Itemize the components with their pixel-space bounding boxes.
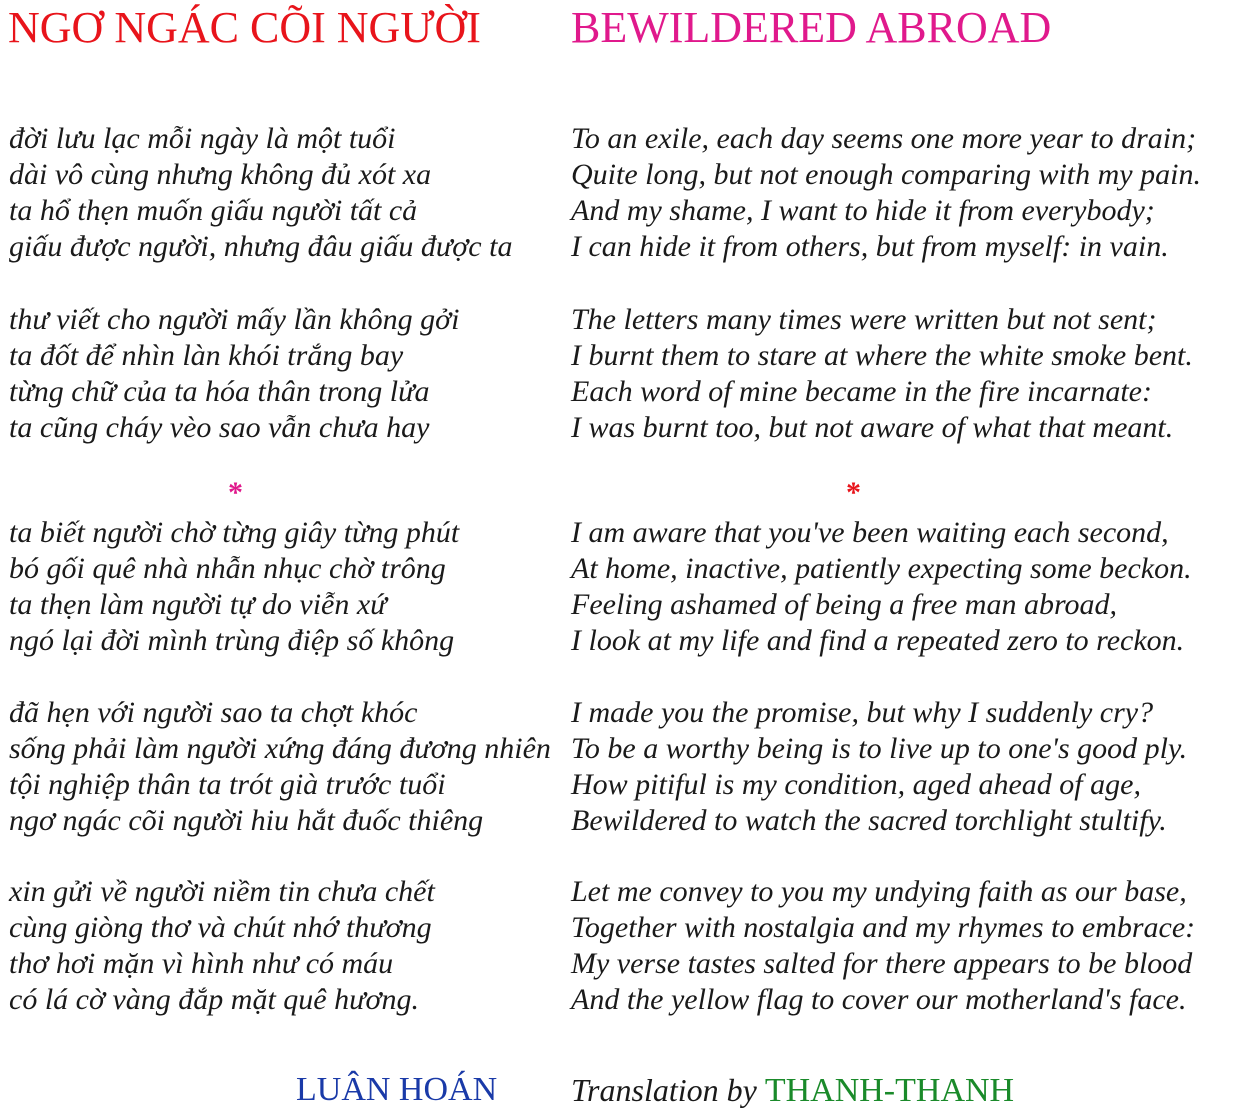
- poem-line: And my shame, I want to hide it from everybody;: [571, 194, 1155, 227]
- poem-line: cùng giòng thơ và chút nhớ thương: [9, 911, 432, 944]
- poem-line: thư viết cho người mấy lần không gởi: [9, 303, 460, 336]
- stanza-vi-5: [9, 874, 435, 1018]
- separator-asterisk-en: *: [846, 476, 861, 509]
- stanza-en-1: [571, 121, 1201, 265]
- poem-line: At home, inactive, patiently expecting some beckon.: [571, 552, 1192, 585]
- poem-line: tội nghiệp thân ta trót già trước tuổi: [9, 768, 446, 801]
- poem-line: Let me convey to you my undying faith as our base,: [571, 875, 1187, 908]
- poem-line: giấu được người, nhưng đâu giấu được ta: [9, 230, 513, 263]
- stanza-vi-2: [9, 302, 460, 446]
- poem-line: ta hổ thẹn muốn giấu người tất cả: [9, 194, 418, 227]
- poem-line: I look at my life and find a repeated zero to reckon.: [571, 624, 1185, 657]
- stanza-vi-1: [9, 121, 512, 265]
- poem-line: ta đốt để nhìn làn khói trắng bay: [9, 339, 404, 372]
- stanza-en-5: [571, 874, 1195, 1018]
- poem-line: I was burnt too, but not aware of what that meant.: [571, 411, 1174, 444]
- poem-line: đời lưu lạc mỗi ngày là một tuổi: [9, 122, 396, 155]
- poem-line: Each word of mine became in the fire incarnate:: [571, 375, 1152, 408]
- poem-line: To be a worthy being is to live up to one's good ply.: [571, 732, 1188, 765]
- stanza-vi-3: [9, 515, 459, 659]
- poem-line: ta thẹn làm người tự do viễn xứ: [9, 588, 387, 621]
- poem-line: ta biết người chờ từng giây từng phút: [9, 516, 460, 549]
- poem-line: The letters many times were written but not sent;: [571, 303, 1157, 336]
- poem-line: Feeling ashamed of being a free man abroad,: [571, 588, 1118, 621]
- poem-line: I burnt them to stare at where the white smoke bent.: [571, 339, 1193, 372]
- stanza-en-3: [571, 515, 1192, 659]
- poem-line: How pitiful is my condition, aged ahead of age,: [571, 768, 1141, 801]
- translation-prefix: Translation by: [571, 1072, 757, 1108]
- stanza-vi-4: [9, 695, 551, 839]
- poem-line: dài vô cùng nhưng không đủ xót xa: [9, 158, 432, 191]
- poem-line: từng chữ của ta hóa thân trong lửa: [9, 375, 430, 408]
- stanza-en-2: [571, 302, 1193, 446]
- poem-line: sống phải làm người xứng đáng đương nhiên: [9, 732, 551, 765]
- poem-line: có lá cờ vàng đắp mặt quê hương.: [9, 983, 419, 1016]
- poem-line: I can hide it from others, but from myself: in vain.: [571, 230, 1169, 263]
- poem-line: ta cũng cháy vèo sao vẫn chưa hay: [9, 411, 430, 444]
- poem-line: I made you the promise, but why I suddenly cry?: [571, 696, 1154, 729]
- poem-line: Bewildered to watch the sacred torchlight stultify.: [571, 804, 1167, 837]
- poem-line: đã hẹn với người sao ta chợt khóc: [9, 696, 418, 729]
- translator-name: THANH-THANH: [764, 1072, 1015, 1109]
- poem-line: To an exile, each day seems one more year to drain;: [571, 122, 1197, 155]
- poem-line: bó gối quê nhà nhẫn nhục chờ trông: [9, 552, 446, 585]
- poem-line: ngó lại đời mình trùng điệp số không: [9, 624, 455, 657]
- stanza-en-4: [571, 695, 1187, 839]
- title-vietnamese: NGƠ NGÁC CÕI NGƯỜI: [8, 3, 481, 52]
- poem-line: I am aware that you've been waiting each second,: [571, 516, 1169, 549]
- poem-line: And the yellow flag to cover our motherland's face.: [571, 983, 1187, 1016]
- poem-line: thơ hơi mặn vì hình như có máu: [9, 947, 394, 980]
- poem-line: Quite long, but not enough comparing with my pain.: [571, 158, 1201, 191]
- separator-asterisk-vi: *: [228, 476, 243, 509]
- poem-line: ngơ ngác cõi người hiu hắt đuốc thiêng: [9, 804, 484, 837]
- translation-credit: [571, 1070, 1014, 1111]
- title-english: BEWILDERED ABROAD: [571, 3, 1052, 52]
- poem-line: Together with nostalgia and my rhymes to embrace:: [571, 911, 1196, 944]
- poem-line: My verse tastes salted for there appears to be blood: [571, 947, 1193, 980]
- author-name: LUÂN HOÁN: [296, 1071, 498, 1108]
- poem-line: xin gửi về người niềm tin chưa chết: [9, 875, 435, 908]
